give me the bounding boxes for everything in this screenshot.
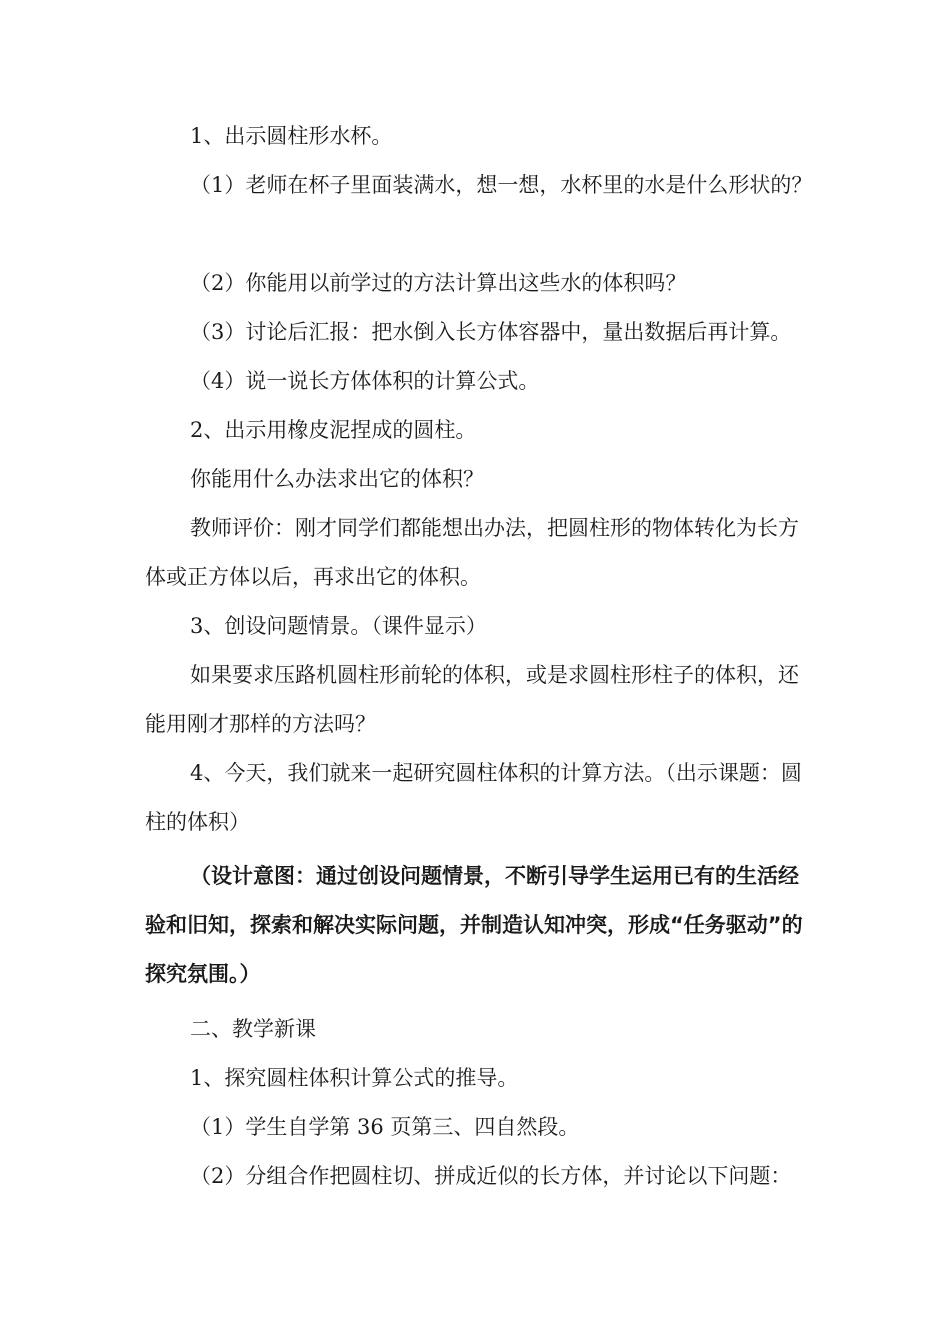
paragraph-9: 3、创设问题情景。（课件显示） (190, 614, 487, 638)
paragraph-6: 2、出示用橡皮泥捏成的圆柱。 (190, 418, 477, 442)
paragraph-2: （1）老师在杯子里面装满水，想一想，水杯里的水是什么形状的？ (190, 173, 813, 197)
paragraph-7: 你能用什么办法求出它的体积？ (190, 467, 484, 491)
paragraph-10: 如果要求压路机圆柱形前轮的体积，或是求圆柱形柱子的体积，还能用刚才那样的方法吗？ (145, 663, 799, 736)
paragraph-4: （3）讨论后汇报：把水倒入长方体容器中，量出数据后再计算。 (190, 320, 792, 344)
paragraph-11: 4、今天，我们就来一起研究圆柱体积的计算方法。（出示课题：圆柱的体积） (145, 761, 802, 834)
paragraph-14: （1）学生自学第 36 页第三、四自然段。 (190, 1115, 580, 1139)
paragraph-13: 1、探究圆柱体积计算公式的推导。 (190, 1066, 519, 1090)
paragraph-3: （2）你能用以前学过的方法计算出这些水的体积吗？ (190, 271, 687, 295)
design-intent-note: （设计意图：通过创设问题情景，不断引导学生运用已有的生活经验和旧知，探索和解决实际问题，并制造认知冲突，形成“任务驱动”的探究氛围。） (145, 864, 803, 986)
section-heading: 二、教学新课 (190, 1017, 316, 1041)
paragraph-1: 1、出示圆柱形水杯。 (190, 124, 393, 148)
paragraph-5: （4）说一说长方体体积的计算公式。 (190, 369, 540, 393)
paragraph-15: （2）分组合作把圆柱切、拼成近似的长方体，并讨论以下问题： (190, 1164, 792, 1188)
paragraph-8: 教师评价：刚才同学们都能想出办法，把圆柱形的物体转化为长方体或正方体以后，再求出它的体积。 (145, 516, 799, 589)
